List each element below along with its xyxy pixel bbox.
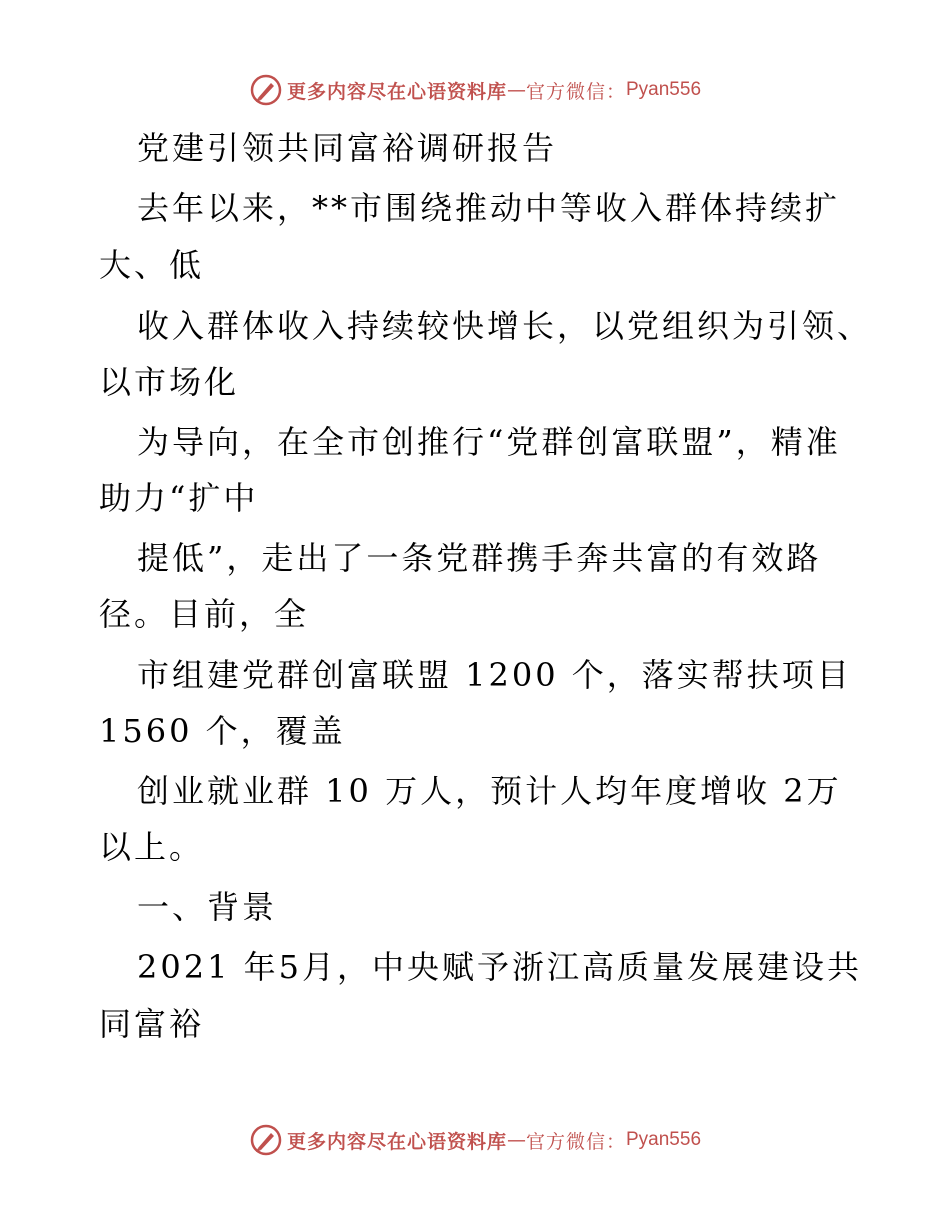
paragraph-line: 收入群体收入持续较快增长，以党组织为引领、 [137,307,873,345]
document-title: 党建引领共同富裕调研报告 [137,129,558,167]
watermark-wechat-id: Pyan556 [626,79,702,100]
paragraph-line: 助力“扩中 [99,479,259,517]
pen-logo-icon [249,73,283,107]
paragraph-line: 1560 个，覆盖 [99,712,346,750]
paragraph-line: 创业就业群 10 万人，预计人均年度增收 2万 [137,772,842,810]
watermark-wechat-id: Pyan556 [626,1129,702,1150]
watermark-dash: — [506,1129,526,1151]
paragraph-line: 以上。 [99,828,205,866]
footer-watermark [0,1120,950,1160]
paragraph-line: 以市场化 [99,363,240,401]
watermark-dash: — [506,79,526,101]
paragraph-line: 2021 年5月，中央赋予浙江高质量发展建设共 [137,948,862,986]
paragraph-line: 径。目前，全 [99,595,310,633]
watermark-brand: 更多内容尽在心语资料库 [286,80,507,103]
watermark-wechat-label: 官方微信： [525,80,626,103]
paragraph-line: 市组建党群创富联盟 1200 个，落实帮扶项目 [137,656,852,694]
paragraph-line: 去年以来，**市围绕推动中等收入群体持续扩 [137,189,841,227]
paragraph-line: 大、低 [99,246,205,284]
paragraph-line: 为导向，在全市创推行“党群创富联盟”，精准 [137,423,841,461]
header-watermark [0,70,950,110]
section-heading: 一、背景 [137,888,278,926]
paragraph-line: 提低”，走出了一条党群携手奔共富的有效路 [137,539,822,577]
watermark-wechat-label: 官方微信： [525,1130,626,1153]
pen-logo-icon [249,1123,283,1157]
paragraph-line: 同富裕 [99,1005,205,1043]
watermark-brand: 更多内容尽在心语资料库 [286,1130,507,1153]
